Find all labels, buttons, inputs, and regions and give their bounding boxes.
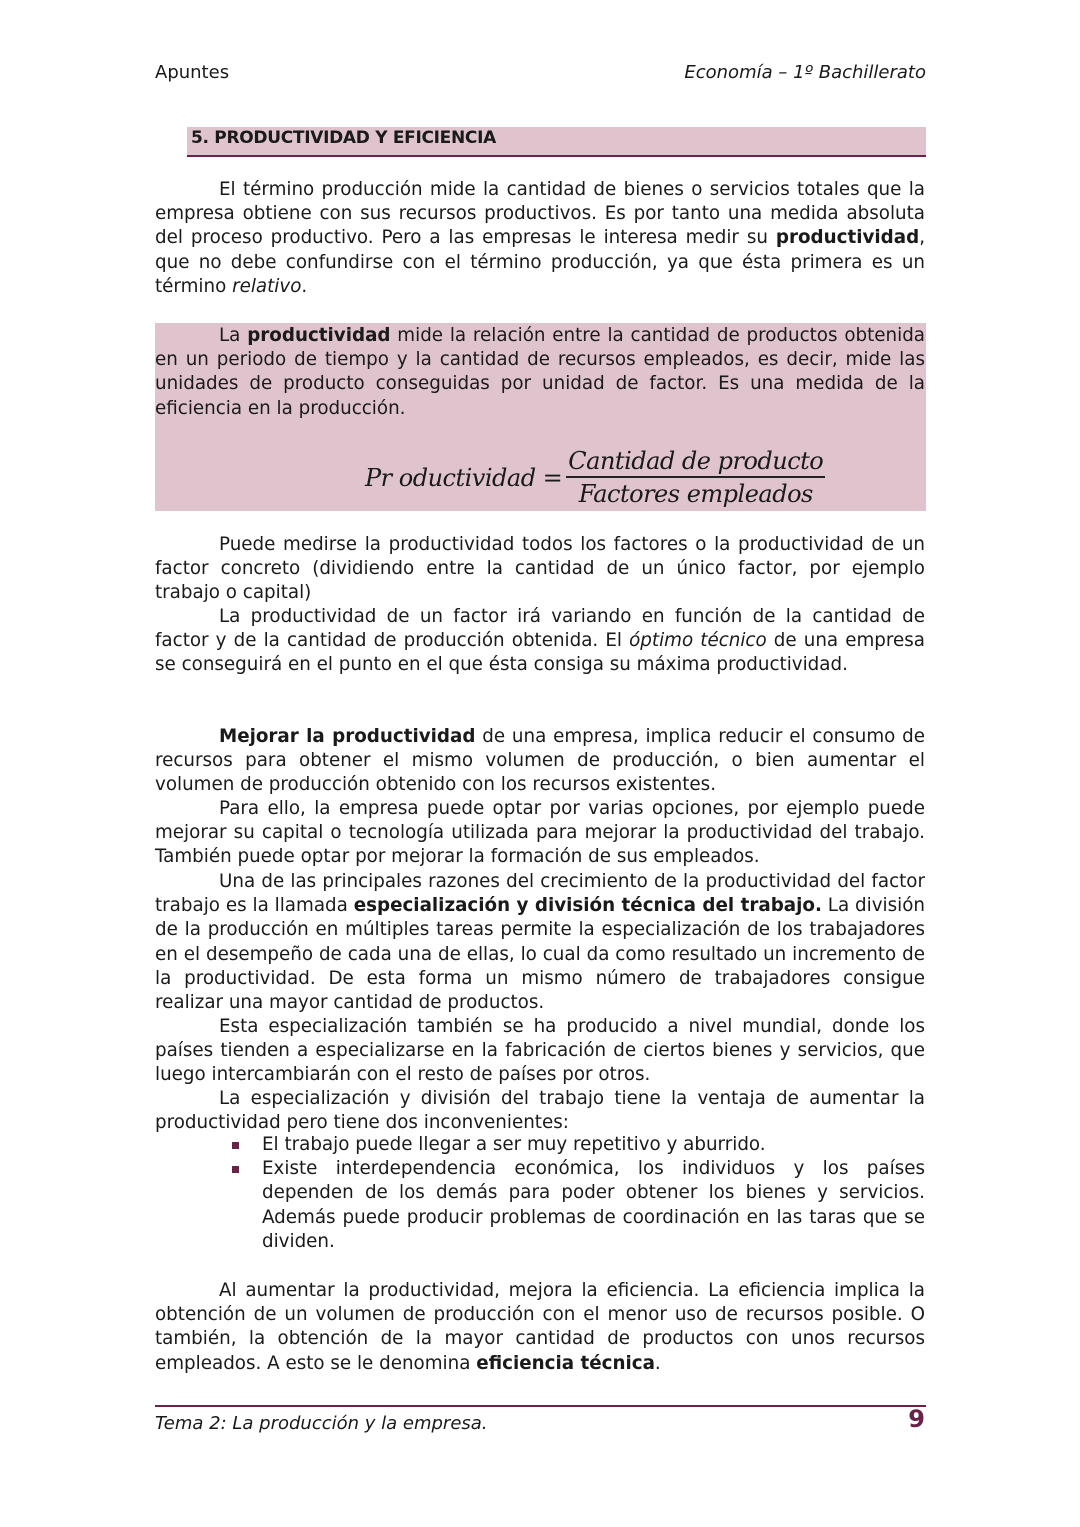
paragraph-9: La especialización y división del trabajo tiene la ventaja de aumentar la productividad pero tiene dos inconvenientes:: [155, 1088, 925, 1134]
paragraph-4: [155, 605, 925, 678]
footer-topic: Tema 2: La producción y la empresa.: [155, 1413, 488, 1434]
paragraph-10: [155, 1279, 925, 1376]
list-item: [230, 1157, 925, 1254]
page-number: 9: [908, 1405, 925, 1433]
paragraph-3: Puede medirse la productividad todos los factores o la productividad de un factor concreto (dividiendo entre la cantidad de un único factor, por ejemplo trabajo o capital): [155, 534, 925, 604]
square-bullet-icon: [232, 1166, 239, 1173]
p4-italic: óptimo técnico: [629, 630, 767, 652]
footer-divider: [155, 1405, 926, 1407]
paragraph-6: Para ello, la empresa puede optar por varias opciones, por ejemplo puede mejorar su capital o tecnología utilizada para mejorar la productividad del trabajo. También puede optar por mejorar la formación de sus empleados.: [155, 798, 925, 868]
productivity-formula: [365, 447, 825, 508]
paragraph-2: [155, 324, 925, 421]
paragraph-7: [155, 870, 925, 1015]
section-heading-bar: [187, 127, 926, 157]
p2-text-c: mide la relación entre la cantidad de productos obtenida en un periodo de tiempo y la cantidad de recursos empleados, es decir, mide las unidades de producto conseguidas por unidad de factor. Es una medida de la eficiencia en la producción.: [155, 325, 926, 419]
formula-box: [155, 427, 926, 511]
p4-text-c: de una empresa se conseguirá en el punto en el que ésta consiga su máxima productividad.: [155, 630, 925, 676]
header-left: Apuntes: [155, 62, 230, 83]
p5-text-b: de una empresa, implica reducir el consumo de recursos para obtener el mismo volumen de producción, o bien aumentar el volumen de producción obtenido con los recursos existentes.: [155, 726, 925, 796]
p1-bold: productividad: [775, 227, 920, 249]
paragraph-5: [155, 725, 925, 798]
formula-fraction: [566, 447, 825, 508]
list-item: [230, 1133, 925, 1157]
p7-text-a: Una de las principales razones del crecimiento de la productividad del factor trabajo es la llamada: [155, 871, 925, 917]
p2-bold: productividad: [247, 325, 391, 346]
p10-text-a: Al aumentar la productividad, mejora la eficiencia. La eficiencia implica la obtención de un volumen de producción con el menor uso de recursos posible. O también, la obtención de la mayor cantidad de productos con unos recursos empleados. A esto se le denomina: [155, 1280, 925, 1374]
paragraph-8: Esta especialización también se ha producido a nivel mundial, donde los países tienden a especializarse en la fabricación de ciertos bienes y servicios, que luego intercambiarán con el resto de países por otros.: [155, 1016, 925, 1086]
list-item-text: El trabajo puede llegar a ser muy repetitivo y aburrido.: [262, 1134, 766, 1155]
p4-text-a: La productividad de un factor irá variando en función de la cantidad de factor y de la cantidad de producción obtenida. El: [155, 606, 925, 652]
p10-text-c: .: [654, 1352, 661, 1374]
list-item-text: Existe interdependencia económica, los individuos y los países dependen de los demás para poder obtener los bienes y servicios. Además puede producir problemas de coordinación en las taras que se dividen.: [262, 1158, 925, 1252]
p1-text-c: , que no debe confundirse con el término producción, ya que ésta primera es un término: [155, 227, 925, 297]
disadvantages-list: [230, 1133, 925, 1254]
p5-bold: Mejorar la productividad: [219, 726, 476, 747]
paragraph-1: [155, 178, 925, 299]
p1-text-a: El término producción mide la cantidad de bienes o servicios totales que la empresa obtiene con sus recursos productivos. Es por tanto una medida absoluta del proceso productivo. Pero a las empresas le interesa medir su: [155, 179, 925, 249]
square-bullet-icon: [232, 1142, 239, 1149]
formula-lhs: Pr oductividad =: [365, 463, 563, 492]
p7-bold: especialización y división técnica del trabajo.: [353, 895, 822, 917]
formula-numerator: Cantidad de producto: [566, 447, 825, 478]
p10-bold: eficiencia técnica: [476, 1352, 655, 1374]
p1-italic: relativo: [232, 275, 302, 297]
header-right: Economía – 1º Bachillerato: [684, 62, 926, 83]
p7-text-c: La división de la producción en múltiples tareas permite la especialización de los trabajadores en el desempeño de cada una de ellas, lo cual da como resultado un incremento de la productividad. De esta forma un mismo número de trabajadores consigue realizar una mayor cantidad de productos.: [155, 895, 925, 1014]
p1-text-e: .: [301, 275, 308, 297]
formula-denominator: Factores empleados: [578, 480, 813, 508]
p2-text-a: La: [219, 325, 248, 346]
section-title: 5. PRODUCTIVIDAD Y EFICIENCIA: [191, 128, 496, 148]
